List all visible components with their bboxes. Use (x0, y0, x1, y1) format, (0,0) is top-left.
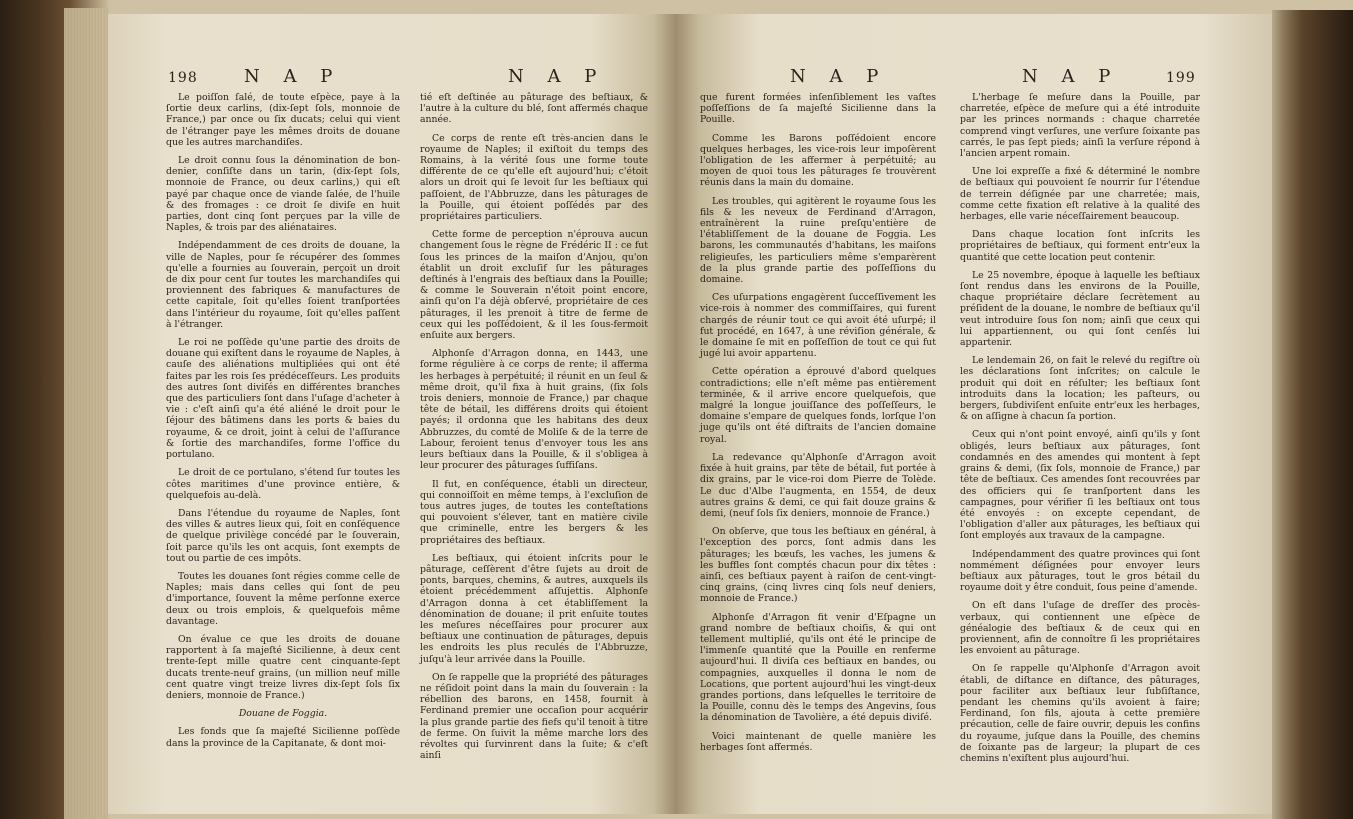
paragraph: Indépendamment de ces droits de douane, la ville de Naples, pour ſe récupérer des ſommes qu'elle a fournies au ſouverain, perçoit un droit de dix pour cent ſur toutes les marchandiſes qui proviennent des fabriques & manufactures de cette capitale, ſoit qu'elles ſoient tranſportées dans l'intérieur du royaume, ſoit qu'elles paſſent à l'étranger. (166, 240, 400, 330)
paragraph: On ſe rappelle que la propriété des pâturages ne réſidoit point dans la main du ſouverain : la rébellion des barons, en 1458, fournit à Ferdinand premier une occaſion pour acquérir la plus grande partie des fiefs qu'il tenoit à titre de ferme. On ſuivit la même marche lors des révoltes qui ſurvinrent dans la ſuite; & c'eſt ainſi (420, 671, 648, 762)
paragraph: tié eſt deſtinée au pâturage des beſtiaux, & l'autre à la culture du blé, ſont affermés chaque année. (420, 92, 648, 126)
text-column (420, 92, 648, 768)
paragraph: Dans l'étendue du royaume de Naples, ſont des villes & autres lieux qui, ſoit en conſéquence de quelque privilège concédé par le ſouverain, ſoit parce qu'ils les ont acquis, ſont exempts de tout ou partie de ces impôts. (166, 507, 400, 564)
paragraph: Le roi ne poſſède qu'une partie des droits de douane qui exiſtent dans le royaume de Naples, à cauſe des aliénations multipliées qui ont été faites par les rois ſes prédéceſſeurs. Les produits des autres ſont diviſés en différentes branches que des particuliers ſont dans l'uſage d'acheter à vie : c'eſt ainſi qu'a été aliéné le droit pour le ſéjour des bâtimens dans les ports & baies du royaume, & ce droit, joint à celui de l'aſſurance & ſortie des marchandiſes, forme l'office du portulano. (166, 337, 400, 461)
paragraph: que furent formées inſenſiblement les vaſtes poſſeſſions de ſa majeſté Sicilienne dans la Pouille. (700, 92, 936, 126)
running-head: N A P (244, 66, 342, 87)
running-head: N A P (790, 66, 888, 87)
paragraph: Indépendamment des quatre provinces qui ſont nommément déſignées pour envoyer leurs beſtiaux aux pâturages, tout le gros bétail du royaume doit y être conduit, ſous peine d'amende. (960, 548, 1200, 594)
paragraph: Le lendemain 26, on fait le relevé du regiſtre où les déclarations ſont inſcrites; on calcule le produit qui doit en réſulter; les beſtiaux ſont introduits dans la location; les paſteurs, ou bergers, ſubdiviſent enſuite entr'eux les herbages, & on aſſigne à chacun ſa portion. (960, 355, 1200, 423)
paragraph: Voici maintenant de quelle manière les herbages ſont affermés. (700, 730, 936, 753)
paragraph: Ceux qui n'ont point envoyé, ainſi qu'ils y ſont obligés, leurs beſtiaux aux pâturages, ſont condamnés en des amendes qui montent à ſept grains & demi, (ſix ſols, monnoie de France,) par tête de beſtiaux. Ces amendes ſont recouvrées par des officiers qui ſe tranſportent dans les campagnes, pour vérifier ſi les beſtiaux ont tous été envoyés : on excepte cependant, de l'obligation d'aller aux pâturages, les beſtiaux qui ſont employés aux travaux de la campagne. (960, 429, 1200, 542)
running-head: N A P (508, 66, 606, 87)
text-column (960, 92, 1200, 771)
right-page (676, 14, 1272, 814)
paragraph: Ce corps de rente eſt très-ancien dans le royaume de Naples; il exiſtoit du temps des Romains, à la vérité ſous une forme toute différente de ce qu'elle eſt aujourd'hui; c'étoit alors un droit qui ſe levoit ſur les beſtiaux qui paſſoient, de l'Abbruzze, dans les pâturages de la Pouille, qui étoient poſſédés par des propriétaires particuliers. (420, 132, 648, 223)
paragraph: Toutes les douanes ſont régies comme celle de Naples; mais dans celles qui ſont de peu d'importance, ſouvent la même perſonne exerce deux ou trois emplois, & quelquefois même davantage. (166, 570, 400, 627)
left-page (108, 14, 676, 814)
page-number: 199 (1166, 70, 1196, 86)
text-column (166, 92, 400, 756)
paragraph: Le 25 novembre, époque à laquelle les beſtiaux ſont rendus dans les environs de la Pouille, chaque propriétaire déclare ſecrètement au préſident de la douane, le nombre de beſtiaux qu'il veut introduire ſous ſon nom; ainſi que ceux qui lui appartiennent, ou qui ſont cenſés lui appartenir. (960, 269, 1200, 349)
page-edges-left (64, 8, 108, 819)
running-head: N A P (1022, 66, 1120, 87)
page-edges-right (1272, 10, 1353, 819)
paragraph: La redevance qu'Alphonſe d'Arragon avoit fixée à huit grains, par tête de bétail, fut portée à dix grains, par le vice-roi dom Pierre de Tolède. Le duc d'Albe l'augmenta, en 1554, de deux autres grains & demi, ce qui fait douze grains & demi, (neuf ſols ſix deniers, monnoie de France.) (700, 451, 936, 519)
paragraph: Les troubles, qui agitèrent le royaume ſous les fils & les neveux de Ferdinand d'Arragon, entraînèrent la ruine preſqu'entière de l'établiſſement de la douane de Foggia. Les barons, les communautés d'habitans, les maiſons religieuſes, les particuliers même s'emparèrent de la plus grande partie des poſſeſſions du domaine. (700, 195, 936, 286)
paragraph: Dans chaque location ſont inſcrits les propriétaires de beſtiaux, qui forment entr'eux la quantité que cette location peut contenir. (960, 229, 1200, 263)
text-column (700, 92, 936, 760)
paragraph: On ſe rappelle qu'Alphonſe d'Arragon avoit établi, de diſtance en diſtance, des pâturages, pour faciliter aux beſtiaux leur ſubſiſtance, pendant les chemins qu'ils avoient à faire; Ferdinand, ſon fils, ajouta à cette première précaution, celle de faire ouvrir, depuis les confins du royaume, juſque dans la Pouille, des chemins de ſoixante pas de largeur; la plupart de ces chemins n'exiſtent plus aujourd'hui. (960, 663, 1200, 764)
paragraph: Une loi expreſſe a fixé & déterminé le nombre de beſtiaux qui pouvoient ſe nourrir ſur l'étendue de terrein déſignée par une charretée; mais, comme cette fixation eſt relative à la qualité des herbages, elle varie néceſſairement beaucoup. (960, 166, 1200, 223)
paragraph: On eſt dans l'uſage de dreſſer des procès-verbaux, qui contiennent une eſpèce de généalogie des beſtiaux & de ceux qui en proviennent, afin de connoître ſi les propriétaires les envoient au pâturage. (960, 600, 1200, 657)
page-number: 198 (168, 70, 198, 86)
paragraph: Ces uſurpations engagèrent ſucceſſivement les vice-rois à nommer des commiſſaires, qui furent chargés de réunir tout ce qui avoit été uſurpé; il fut procédé, en 1647, à une réviſion générale, & le domaine ſe mit en poſſeſſion de tout ce qui fut jugé lui avoir appartenu. (700, 292, 936, 360)
paragraph: Les beſtiaux, qui étoient inſcrits pour le pâturage, ceſſèrent d'être ſujets au droit de ponts, barques, chemins, & autres, auxquels ils étoient précédemment aſſujettis. Alphonſe d'Arragon donna à cet établiſſement la dénomination de douane; il prit enſuite toutes les meſures néceſſaires pour procurer aux beſtiaux une continuation de pâturages, depuis les endroits les plus reculés de l'Abbruzze, juſqu'à leur arrivée dans la Pouille. (420, 552, 648, 665)
paragraph: Les fonds que ſa majeſté Sicilienne poſſède dans la province de la Capitanate, & dont moi- (166, 726, 400, 749)
paragraph: Il fut, en conſéquence, établi un directeur, qui connoiſſoit en même temps, à l'excluſion de tous autres juges, de toutes les conteſtations qui pouvoient s'élever, tant en matière civile que criminelle, entre les bergers & les propriétaires des beſtiaux. (420, 478, 648, 546)
paragraph: Le droit de ce portulano, s'étend ſur toutes les côtes maritimes d'une province entière, & quelquefois au-delà. (166, 467, 400, 501)
paragraph: On obſerve, que tous les beſtiaux en général, à l'exception des porcs, ſont admis dans les pâturages; les bœufs, les vaches, les jumens & les buffles ſont comptés chacun pour dix têtes : ainſi, ces beſtiaux payent à raiſon de cent-vingt-cinq grains, (cinq livres cinq ſols neuf deniers, monnoie de France.) (700, 526, 936, 605)
paragraph: Cette forme de perception n'éprouva aucun changement ſous le règne de Frédéric II : ce fut ſous les princes de la maiſon d'Anjou, qu'on établit un droit excluſif ſur les pâturages deſtinés à l'engrais des beſtiaux dans la Pouille; & comme le Souverain n'étoit point encore, ainſi qu'on l'a déjà obſervé, propriétaire de ces pâturages, il les prenoit à titre de ferme de ceux qui les poſſédoient, & il les ſous-fermoit enſuite aux bergers. (420, 229, 648, 342)
paragraph: On évalue ce que les droits de douane rapportent à ſa majeſté Sicilienne, à deux cent trente-ſept mille quatre cent cinquante-ſept ducats trente-neuf grains, (un million neuf mille cent quatre vingt treize livres dix-ſept ſols ſix deniers, monnoie de France.) (166, 633, 400, 701)
paragraph: L'herbage ſe meſure dans la Pouille, par charretée, eſpèce de meſure qui a été introduite par les princes normands : chaque charretée comprend vingt verſures, une verſure ſoixante pas carrés, le pas ſept pieds; ainſi la verſure répond à l'ancien arpent romain. (960, 92, 1200, 160)
section-heading: Douane de Foggia. (238, 708, 328, 720)
paragraph: Alphonſe d'Arragon fit venir d'Eſpagne un grand nombre de beſtiaux choiſis, & qui ont tellement multiplié, qu'ils ont été le principe de l'immenſe quantité que la Pouille en renferme aujourd'hui. Il diviſa ces beſtiaux en bandes, ou compagnies, auxquelles il donna le nom de Locations, que portent aujourd'hui les vingt-deux grandes portions, dans leſquelles le territoire de la Pouille, connu dès le temps des Angevins, ſous la dénomination de Tavolière, a été depuis diviſé. (700, 611, 936, 724)
paragraph: Le droit connu ſous la dénomination de bon-denier, conſiſte dans un tarin, (dix-ſept ſols, monnoie de France, ou deux carlins,) qui eſt payé par chaque once de viande ſalée, de l'huile & des fromages : ce droit ſe diviſe en huit parties, dont cinq ſont perçues par la ville de Naples, & trois par des aliénataires. (166, 155, 400, 234)
paragraph: Alphonſe d'Arragon donna, en 1443, une forme régulière à ce corps de rente; il afferma les herbages à perpétuité; il réunit en un ſeul & même droit, qu'il fixa à huit grains, (ſix ſols trois deniers, monnoie de France,) par chaque tête de bétail, les différens droits qui étoient payés; il ordonna que les habitans des deux Abbruzzes, du comté de Moliſe & de la terre de Labour, feroient tenus d'envoyer tous les ans leurs beſtiaux dans la Pouille, & il s'obligea à leur procurer des pâturages ſuffiſans. (420, 348, 648, 472)
paragraph: Le poiſſon ſalé, de toute eſpèce, paye à la ſortie deux carlins, (dix-ſept ſols, monnoie de France,) par once ou ſix ducats; celui qui vient de l'étranger paye les mêmes droits de douane que les autres marchandiſes. (166, 92, 400, 148)
paragraph: Comme les Barons poſſédoient encore quelques herbages, les vice-rois leur impoſèrent l'obligation de les affermer à perpétuité; au moyen de quoi tous les pâturages ſe trouvèrent réunis dans la main du domaine. (700, 132, 936, 189)
paragraph: Cette opération a éprouvé d'abord quelques contradictions; elle n'eſt même pas entièrement terminée, & il arrive encore quelquefois, que malgré la longue jouiſſance des poſſeſſeurs, le domaine s'empare de quelques fonds, lorſque l'on juge qu'ils ont été diſtraits de l'ancien domaine royal. (700, 366, 936, 445)
